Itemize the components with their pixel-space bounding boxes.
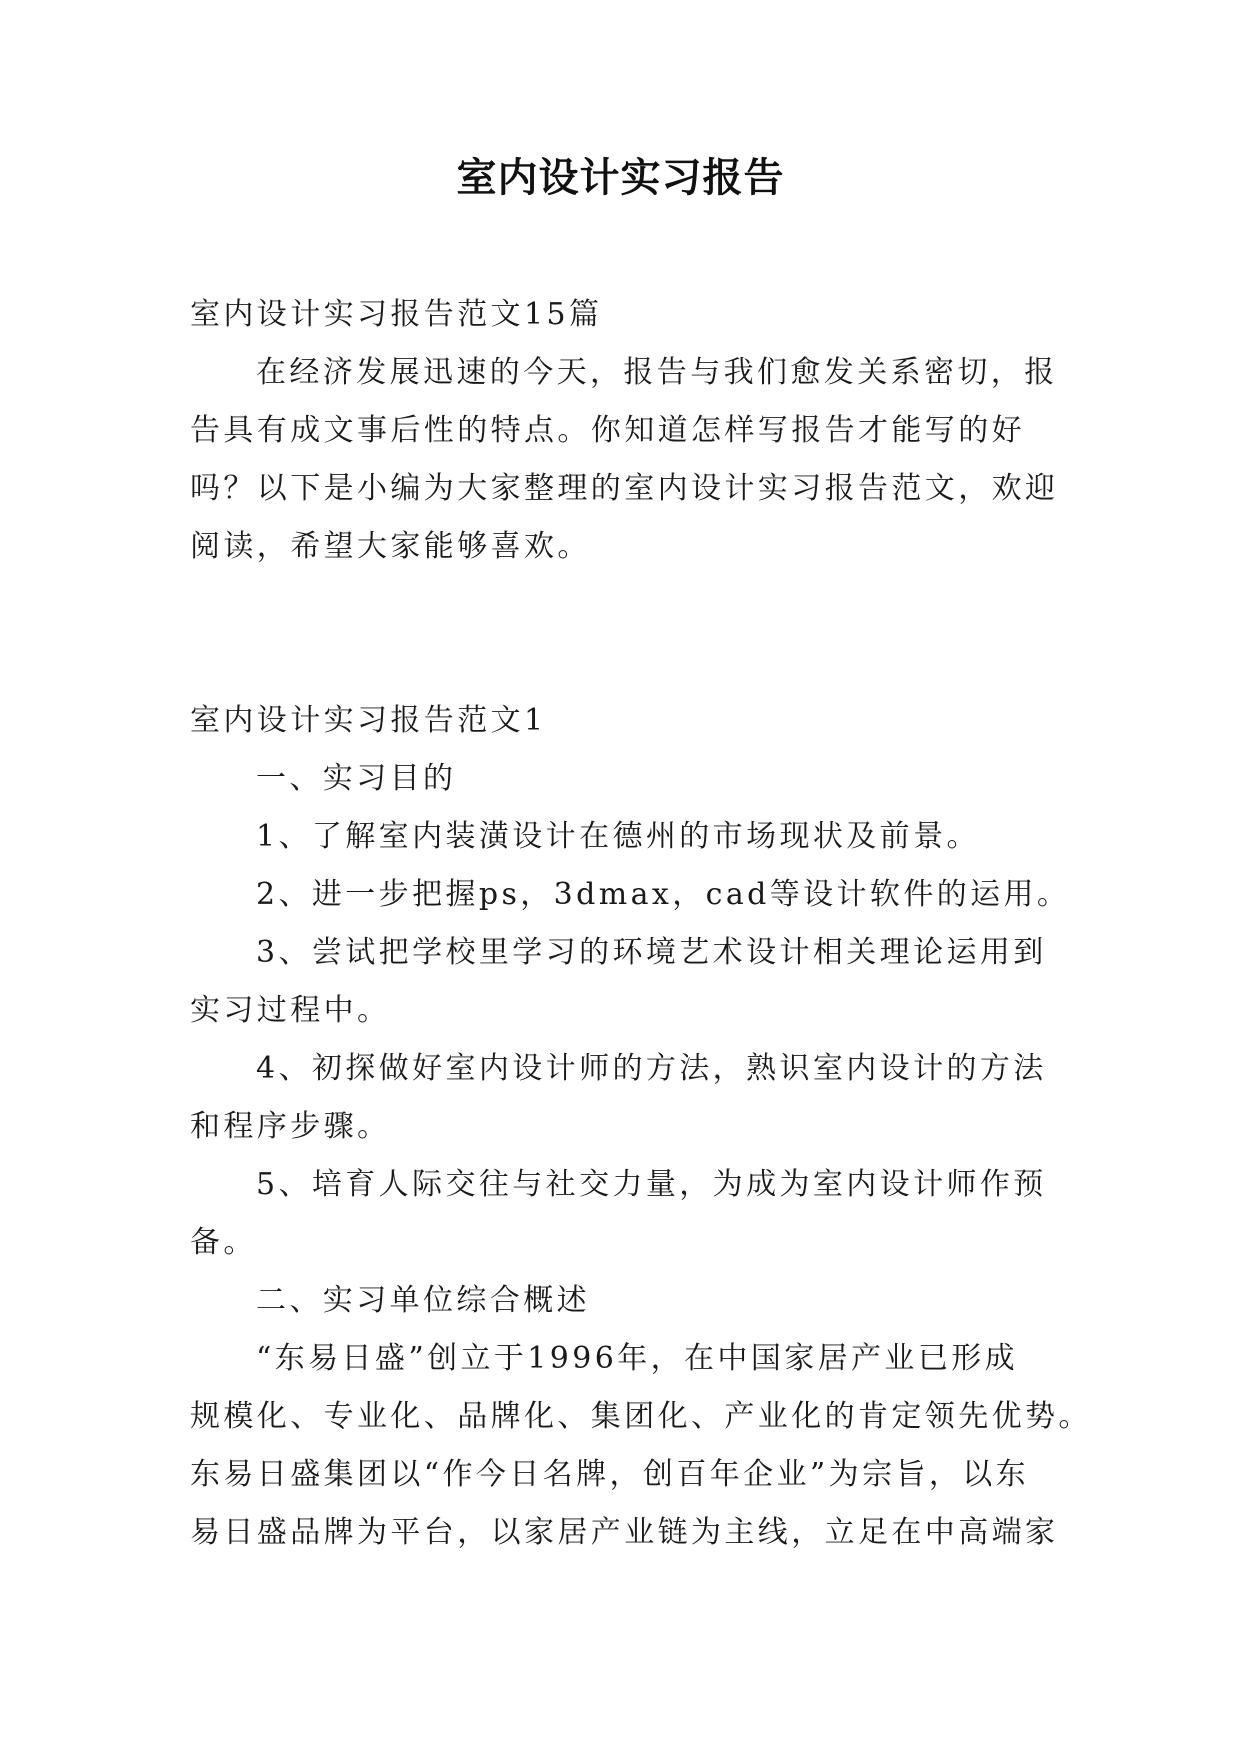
objective-item-1: 1、了解室内装潢设计在德州的市场现状及前景。 <box>256 819 980 854</box>
objective-item-4-line-2: 和程序步骤。 <box>190 1109 391 1144</box>
document-body <box>190 286 1092 1562</box>
intro-line-1: 在经济发展迅速的今天，报告与我们愈发关系密切，报 <box>256 355 1058 390</box>
subtitle: 室内设计实习报告范文15篇 <box>190 297 603 332</box>
objective-item-5-line-2: 备。 <box>190 1225 257 1260</box>
company-line-3: 东易日盛集团以“作今日名牌，创百年企业”为宗旨，以东 <box>190 1457 1030 1492</box>
heading-objectives: 一、实习目的 <box>256 761 457 796</box>
section-title: 室内设计实习报告范文1 <box>190 703 547 738</box>
company-line-4: 易日盛品牌为平台，以家居产业链为主线，立足在中高端家 <box>190 1515 1059 1550</box>
objective-item-3-line-1: 3、尝试把学校里学习的环境艺术设计相关理论运用到 <box>256 935 1047 970</box>
objective-item-4-line-1: 4、初探做好室内设计师的方法，熟识室内设计的方法 <box>256 1051 1047 1086</box>
intro-line-4: 阅读，希望大家能够喜欢。 <box>190 529 591 564</box>
objective-item-3-line-2: 实习过程中。 <box>190 993 391 1028</box>
objective-item-5-line-1: 5、培育人际交往与社交力量，为成为室内设计师作预 <box>256 1167 1047 1202</box>
heading-company-overview: 二、实习单位综合概述 <box>256 1283 590 1318</box>
section-gap <box>190 576 1052 692</box>
company-line-1: “东易日盛”创立于1996年，在中国家居产业已形成 <box>256 1341 1019 1376</box>
intro-line-2: 告具有成文事后性的特点。你知道怎样写报告才能写的好 <box>190 413 1025 448</box>
objective-item-2: 2、进一步把握ps，3dmax，cad等设计软件的运用。 <box>256 877 1071 912</box>
intro-line-3: 吗？以下是小编为大家整理的室内设计实习报告范文，欢迎 <box>190 471 1059 506</box>
document-title: 室内设计实习报告 <box>456 154 785 201</box>
company-line-2: 规模化、专业化、品牌化、集团化、产业化的肯定领先优势。 <box>190 1399 1092 1434</box>
